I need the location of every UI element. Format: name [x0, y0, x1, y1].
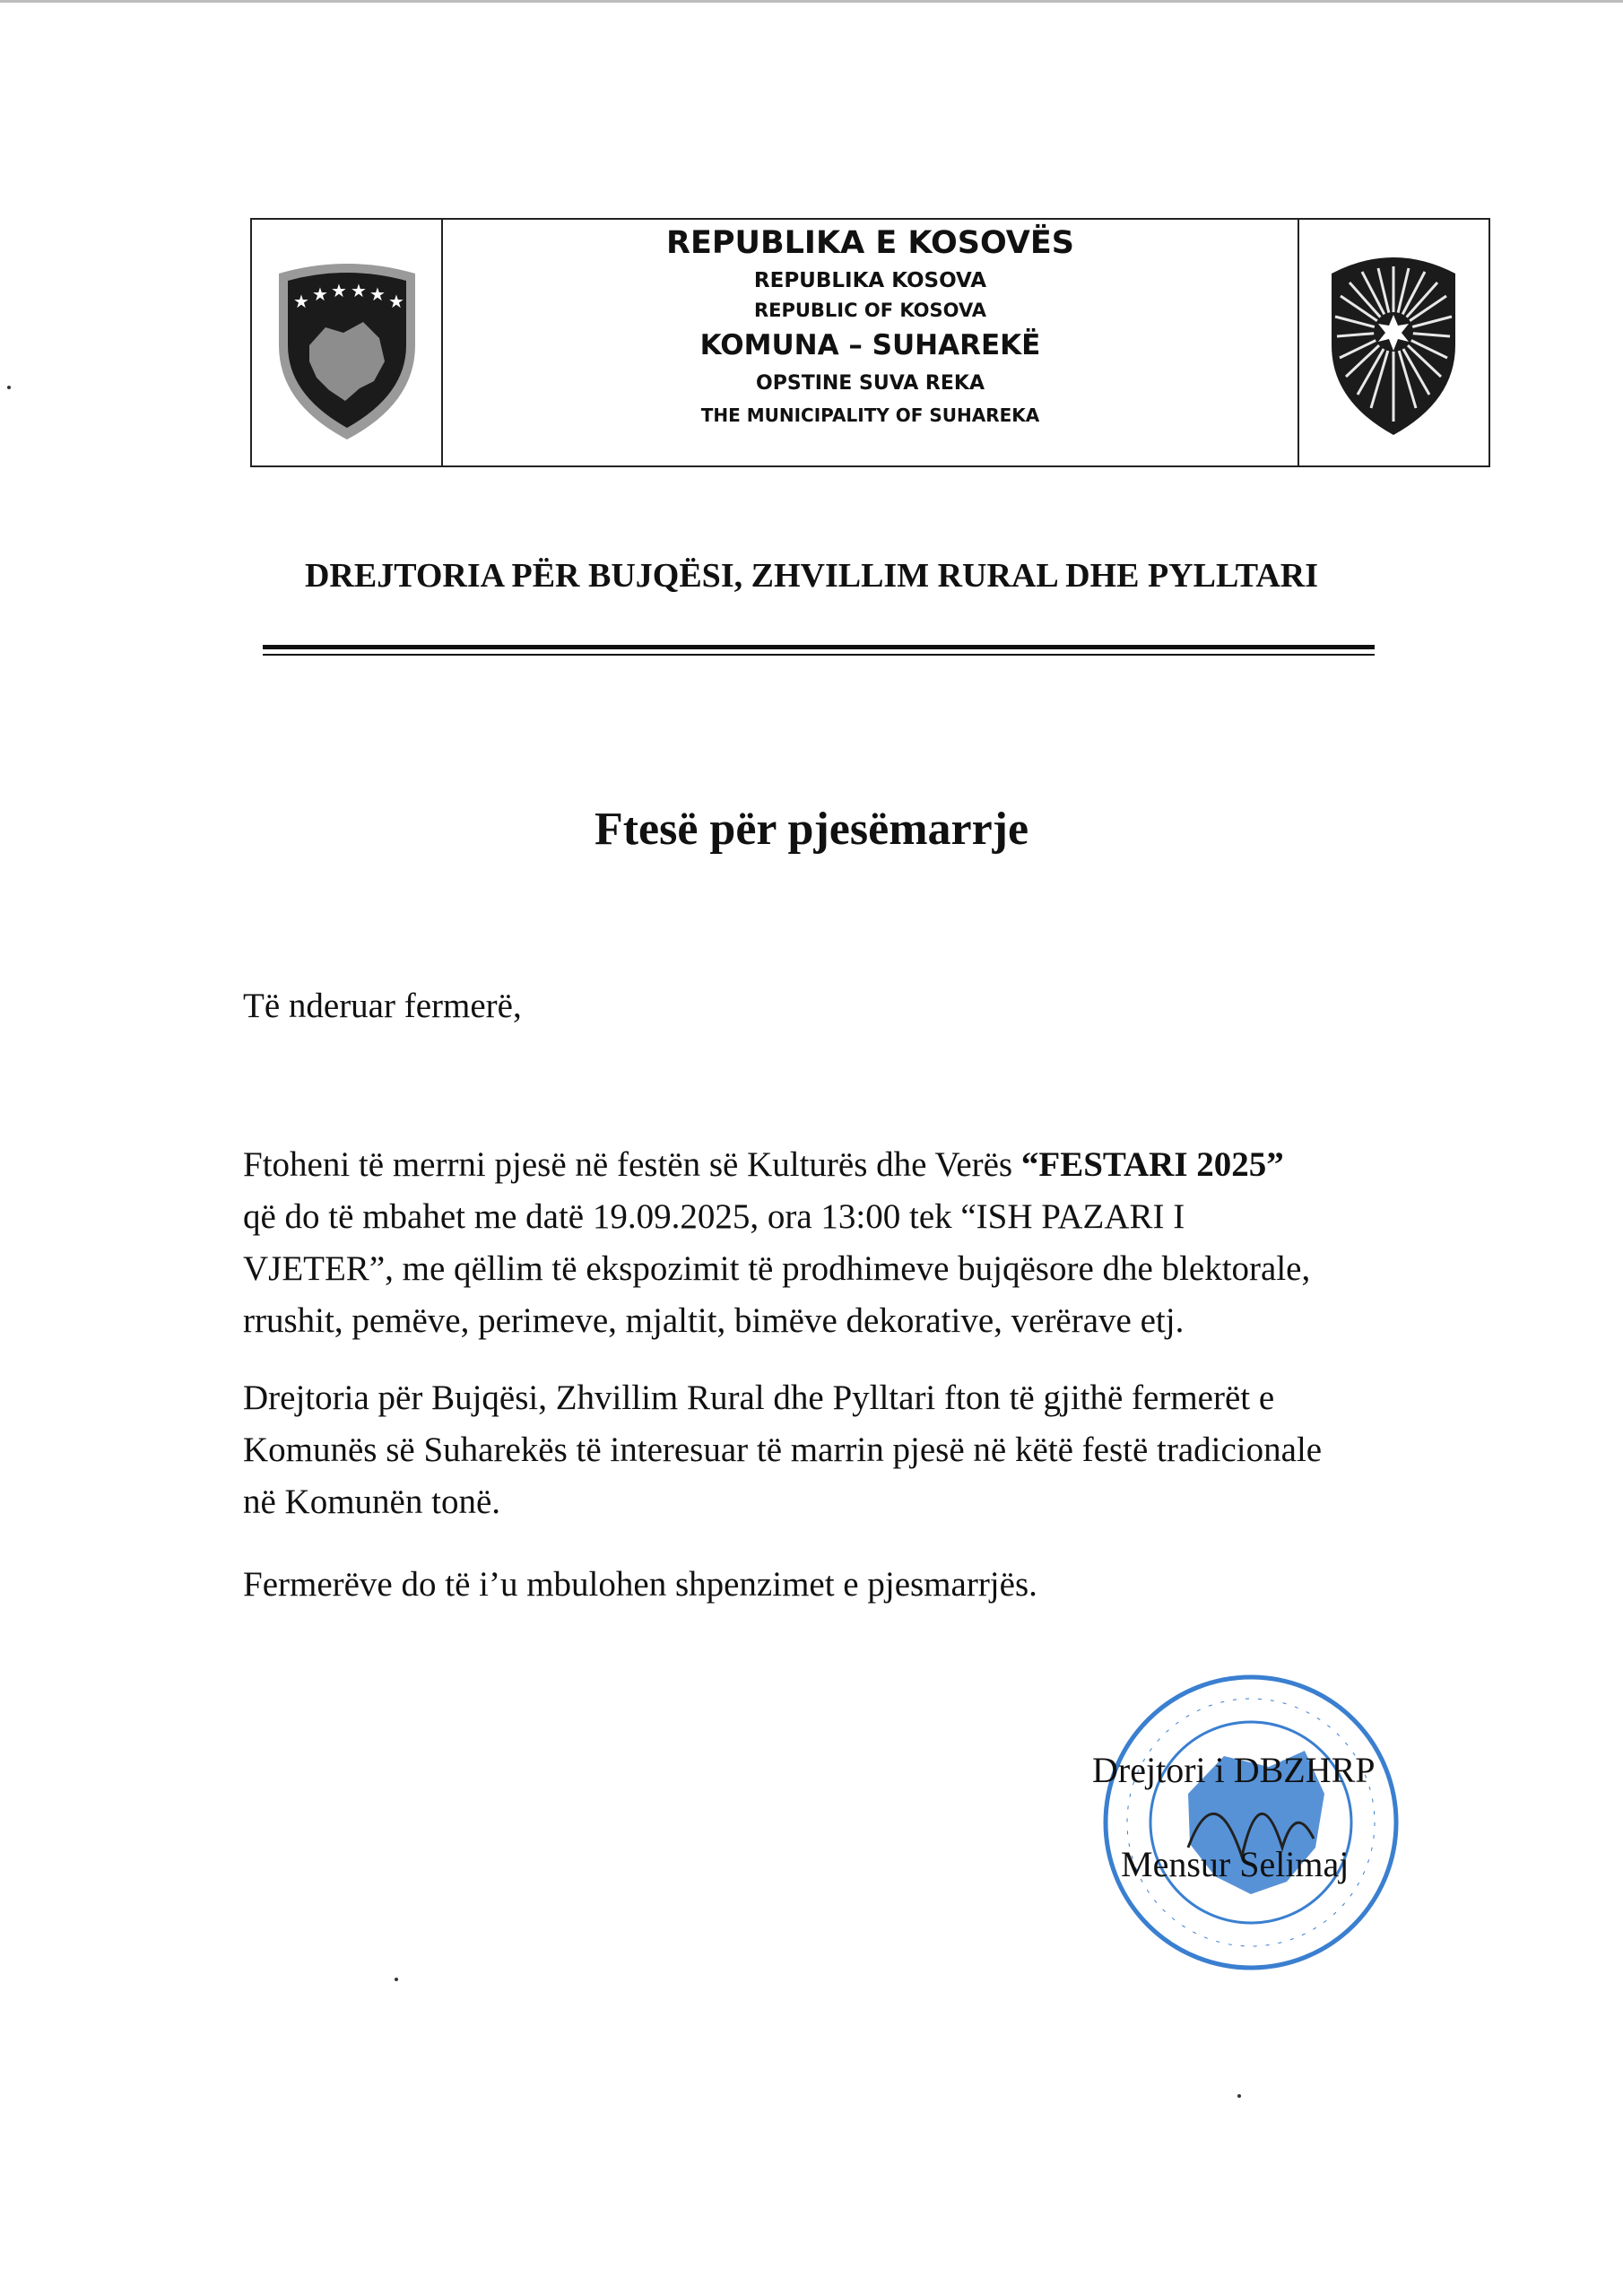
letterhead-line-4: KOMUNA – SUHAREKË	[699, 329, 1041, 361]
paragraph-invitation	[243, 1139, 1498, 1347]
svg-text:★: ★	[331, 280, 347, 301]
right-crest-cell	[1298, 220, 1488, 465]
paragraph-line: Drejtoria për Bujqësi, Zhvillim Rural dhe Pylltari fton të gjithë fermerët e	[243, 1378, 1275, 1417]
paragraph-costs: Fermerëve do të i’u mbulohen shpenzimet e pjesmarrjës.	[243, 1565, 1037, 1604]
letterhead-text	[443, 220, 1298, 465]
paragraph-line: Komunës së Suharekës të interesuar të marrin pjesë në këtë festë tradicionale	[243, 1431, 1323, 1469]
event-name: “FESTARI 2025”	[1020, 1145, 1284, 1184]
scan-speck	[395, 1978, 398, 1981]
paragraph-text: Ftoheni të merrni pjesë në festën së Kulturës dhe Verës	[243, 1145, 1021, 1184]
paragraph-line: VJETER”, me qëllim të ekspozimit të prodhimeve bujqësore dhe blektorale,	[243, 1249, 1311, 1288]
paragraph-line: në Komunën tonë.	[243, 1483, 501, 1521]
signatory-role: Drejtori i DBZHRP	[1092, 1750, 1376, 1790]
scan-edge	[0, 0, 1623, 3]
scan-speck	[7, 386, 11, 389]
svg-text:★: ★	[388, 291, 404, 312]
letterhead-line-3: REPUBLIC OF KOSOVA	[753, 300, 987, 321]
letterhead-box	[250, 218, 1490, 467]
document-title: Ftesë për pjesëmarrje	[594, 804, 1029, 855]
paragraph-department	[243, 1372, 1498, 1528]
letterhead-line-1: REPUBLIKA E KOSOVËS	[666, 225, 1074, 261]
letterhead-line-2: REPUBLIKA KOSOVA	[753, 269, 987, 292]
svg-text:★: ★	[369, 283, 386, 305]
heading-rule-thin	[263, 654, 1375, 656]
kosovo-coat-of-arms-icon	[273, 256, 421, 444]
letterhead-line-5: OPSTINE SUVA REKA	[756, 372, 985, 395]
greeting: Të nderuar fermerë,	[243, 987, 522, 1025]
svg-text:★: ★	[312, 283, 328, 305]
paragraph-line: rrushit, pemëve, perimeve, mjaltit, bimëve dekorative, verërave etj.	[243, 1301, 1185, 1340]
department-heading: DREJTORIA PËR BUJQËSI, ZHVILLIM RURAL DHE PYLLTARI	[304, 557, 1319, 595]
paragraph-line	[243, 1139, 1498, 1191]
signatory-name: Mensur Selimaj	[1121, 1844, 1350, 1884]
svg-text:★: ★	[351, 280, 367, 301]
left-crest-cell	[252, 220, 443, 465]
svg-text:★: ★	[293, 291, 309, 312]
letterhead-line-6: THE MUNICIPALITY OF SUHAREKA	[700, 404, 1040, 426]
scan-speck	[1237, 2094, 1241, 2098]
suhareka-municipality-emblem-icon	[1326, 247, 1461, 439]
heading-rule-thick	[263, 645, 1375, 649]
paragraph-line: që do të mbahet me datë 19.09.2025, ora 13:00 tek “ISH PAZARI I	[243, 1197, 1185, 1236]
municipal-stamp-icon	[1089, 1668, 1412, 1978]
